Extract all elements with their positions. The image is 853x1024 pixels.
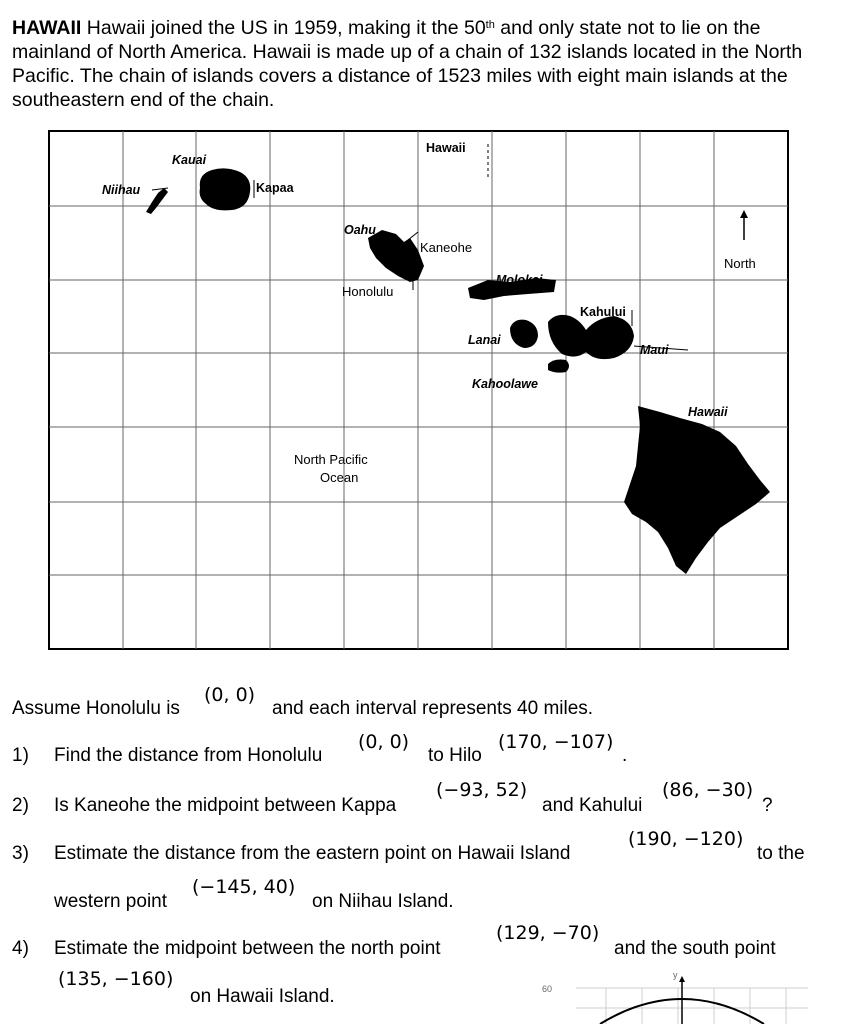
intro-superscript: th [485, 19, 495, 31]
q3-coord-b: (−145, 40) [192, 876, 296, 898]
mini-coordinate-graph [536, 968, 816, 1024]
mini-axis-label: y [673, 970, 678, 980]
intro-paragraph [12, 16, 837, 112]
label-north: North [724, 256, 756, 271]
q2-text-c: ? [762, 795, 773, 816]
q4-number: 4) [12, 938, 29, 959]
label-kahului: Kahului [580, 305, 626, 319]
q4-text-c: on Hawaii Island. [190, 986, 335, 1007]
q2-text-b: and Kahului [542, 795, 643, 816]
mini-tick-label: 60 [542, 984, 553, 994]
q1-text-a: Find the distance from Honolulu [54, 745, 323, 766]
label-kauai: Kauai [172, 153, 207, 167]
label-honolulu: Honolulu [342, 284, 394, 299]
label-hawaii-island: Hawaii [688, 405, 728, 419]
label-oahu: Oahu [344, 223, 376, 237]
q3-text-a: Estimate the distance from the eastern point on Hawaii Island [54, 843, 571, 864]
q2-number: 2) [12, 795, 29, 816]
map-title: Hawaii [426, 141, 466, 155]
hawaii-map [48, 130, 789, 650]
q4-text-a: Estimate the midpoint between the north point [54, 938, 441, 959]
q3-text-d: on Niihau Island. [312, 891, 454, 912]
q2-text-a: Is Kaneohe the midpoint between Kappa [54, 795, 397, 816]
label-kapaa: Kapaa [256, 181, 294, 195]
mini-axis-arrow-icon [679, 976, 685, 982]
q3-number: 3) [12, 843, 29, 864]
label-kahoolawe: Kahoolawe [472, 377, 538, 391]
q4-coord-b: (135, −160) [58, 968, 174, 990]
intro-heading: HAWAII [12, 17, 82, 39]
label-maui: Maui [640, 343, 669, 357]
q2-coord-a: (−93, 52) [436, 779, 528, 801]
label-lanai: Lanai [468, 333, 501, 347]
q4-coord-a: (129, −70) [496, 922, 600, 944]
assume-text-a: Assume Honolulu is [12, 698, 180, 719]
q1-coord-b: (170, −107) [498, 731, 614, 753]
assume-origin-coord: (0, 0) [204, 684, 256, 706]
label-niihau: Niihau [102, 183, 141, 197]
kauai-island [200, 168, 251, 210]
q1-number: 1) [12, 745, 29, 766]
assume-text-b: and each interval represents 40 miles. [272, 698, 594, 719]
label-ocean-line1: North Pacific [294, 452, 368, 467]
q1-coord-a: (0, 0) [358, 731, 410, 753]
label-molokai: Molokai [496, 273, 543, 287]
q1-text-c: . [622, 745, 628, 766]
q2-coord-b: (86, −30) [662, 779, 754, 801]
q1-text-b: to Hilo [428, 745, 482, 766]
label-kaneohe: Kaneohe [420, 240, 473, 255]
q3-coord-a: (190, −120) [628, 828, 744, 850]
q3-text-b: to the [757, 843, 805, 864]
q3-text-c: western point [54, 891, 168, 912]
label-ocean-line2: Ocean [320, 470, 359, 485]
q4-text-b: and the south point [614, 938, 776, 959]
intro-text-a: Hawaii joined the US in 1959, making it the 50 [81, 17, 486, 39]
intro-text-b: and only state not to lie on the mainland of North America. Hawaii is made up of a chain of 132 islands located in the North Pacific. The chain of islands covers a distance of 1523 miles with eight main islands at the southeastern end of the chain. [12, 17, 803, 111]
